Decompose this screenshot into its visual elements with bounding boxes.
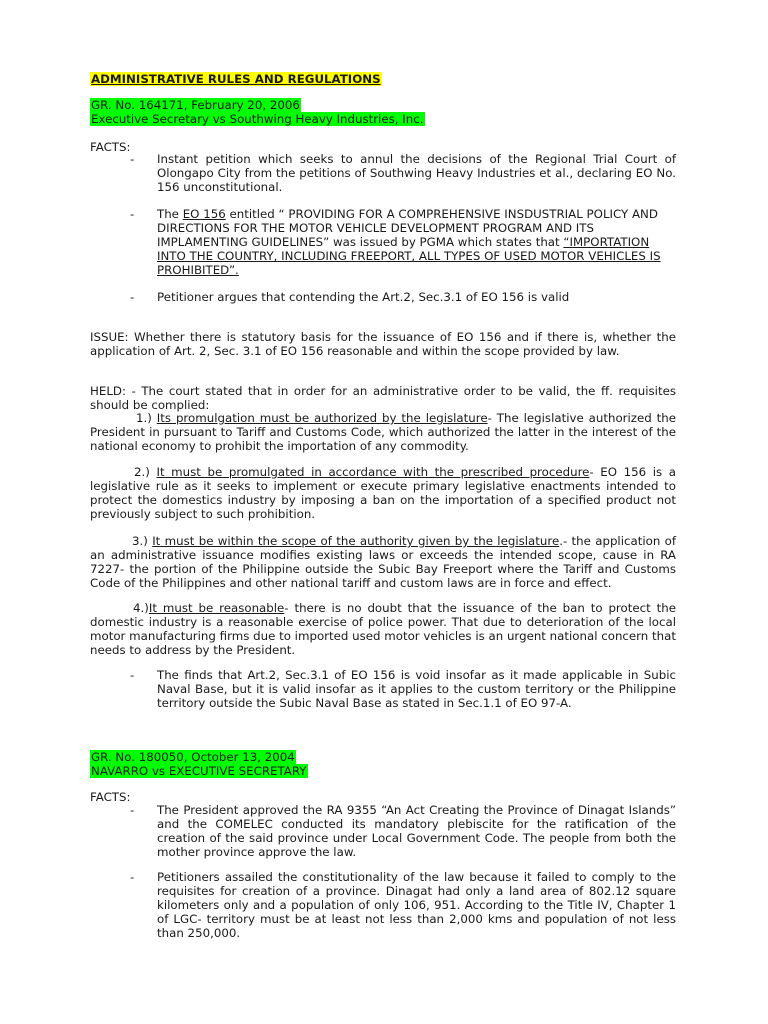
case-parties: NAVARRO vs EXECUTIVE SECRETARY	[91, 764, 307, 778]
held-paragraph: HELD: - The court stated that in order for an administrative order to be valid, the ff. requisites should be complied:	[90, 384, 676, 412]
bullet-dash: -	[130, 152, 135, 166]
case-header-1	[90, 98, 425, 126]
fact-text: Petitioner argues that contending the Art.2, Sec.3.1 of EO 156 is valid	[157, 290, 570, 304]
requisite-text: - there is no doubt that the issuance of the ban to protect the domestic industry is a reasonable exercise of police power. That due to deterioration of the local motor manufacturing firms due to imported used motor vehicles is an urgent national concern that needs to address by the President.	[90, 601, 676, 657]
requisite-title: It must be within the scope of the authority given by the legislature	[152, 534, 560, 548]
requisite-text: - The legislative authorized the President in pursuant to Tariff and Customs Code, which authorized the latter in the interest of the national economy to prohibit the importation of any commodity.	[90, 411, 677, 453]
requisite-number: 1.)	[136, 411, 157, 425]
requisite-1	[90, 411, 676, 453]
fact-text: Instant petition which seeks to annul the decisions of the Regional Trial Court of Olongapo City from the petitions of Southwing Heavy Industries et al., declaring EO No. 156 unconstitutional.	[157, 152, 676, 194]
fact-text: Petitioners assailed the constitutionality of the law because it failed to comply to the requisites for creation of a province. Dinagat had only a land area of 802.12 square kilometers only and a population of only 106, 951. According to the Title IV, Chapter 1 of LGC- territory must be at least not less than 2,000 kms and population of not less than 250,000.	[157, 870, 676, 940]
fact-item	[130, 290, 676, 304]
case-number: GR. No. 180050, October 13, 2004	[91, 750, 295, 764]
requisite-3	[90, 534, 676, 590]
fact-item	[130, 152, 676, 194]
fact-text-part: The	[157, 207, 183, 221]
requisite-4	[90, 601, 676, 657]
requisite-number: 3.)	[132, 534, 153, 548]
facts-label: FACTS:	[90, 140, 131, 154]
document-title: ADMINISTRATIVE RULES AND REGULATIONS	[91, 72, 381, 86]
fact-text	[157, 207, 676, 277]
eo-quote: “IMPORTATION INTO THE COUNTRY, INCLUDING FREEPORT, ALL TYPES OF USED MOTOR VEHICLES IS PROHIBITED”.	[157, 235, 661, 277]
requisite-text: .- the application of an administrative issuance modifies existing laws or exceeds the intended scope, cause in RA 7227- the portion of the Philippine outside the Subic Bay Freeport where the Tariff and Customs Code of the Philippines and other national tariff and custom laws are in force and effect.	[90, 534, 677, 590]
issue-paragraph: ISSUE: Whether there is statutory basis for the issuance of EO 156 and if there is, whether the application of Art. 2, Sec. 3.1 of EO 156 reasonable and within the scope provided by law.	[90, 330, 676, 358]
bullet-dash: -	[130, 870, 135, 884]
bullet-dash: -	[130, 803, 135, 817]
bullet-dash: -	[130, 290, 135, 304]
eo-reference: EO 156	[182, 207, 226, 221]
requisite-title: Its promulgation must be authorized by the legislature	[156, 411, 488, 425]
requisite-title: It must be promulgated in accordance with the prescribed procedure	[156, 465, 590, 479]
finding-text: The finds that Art.2, Sec.3.1 of EO 156 is void insofar as it made applicable in Subic Naval Base, but it is valid insofar as it applies to the custom territory or the Philippine territory outside the Subic Naval Base as stated in Sec.1.1 of EO 97-A.	[157, 668, 676, 710]
requisite-number: 4.)	[133, 601, 149, 615]
case-header-2	[90, 750, 308, 778]
facts-label: FACTS:	[90, 790, 131, 804]
fact-item	[130, 870, 676, 940]
bullet-dash: -	[130, 207, 135, 221]
finding-item	[130, 668, 676, 710]
case-number: GR. No. 164171, February 20, 2006	[91, 98, 300, 112]
fact-text: The President approved the RA 9355 “An Act Creating the Province of Dinagat Islands” and the COMELEC conducted its mandatory plebiscite for the ratification of the creation of the said province under Local Government Code. The people from both the mother province approve the law.	[157, 803, 676, 859]
fact-item	[130, 207, 676, 277]
fact-text-part: entitled “ PROVIDING FOR A COMPREHENSIVE INSDUSTRIAL POLICY AND DIRECTIONS FOR THE MOTOR VEHICLE DEVELOPMENT PROGRAM AND ITS IMPLAMENTING GUIDELINES” was issued by PGMA which states that	[157, 207, 658, 249]
bullet-dash: -	[130, 668, 135, 682]
requisite-text: - EO 156 is a legislative rule as it seeks to implement or execute primary legislative enactments intended to protect the domestics industry by imposing a ban on the importation of a specified product not previously subject to such prohibition.	[90, 465, 676, 521]
requisite-title: It must be reasonable	[148, 601, 285, 615]
requisite-number: 2.)	[134, 465, 157, 479]
requisite-2	[90, 465, 676, 521]
case-parties: Executive Secretary vs Southwing Heavy Industries, Inc.	[91, 112, 424, 126]
fact-item	[130, 803, 676, 859]
